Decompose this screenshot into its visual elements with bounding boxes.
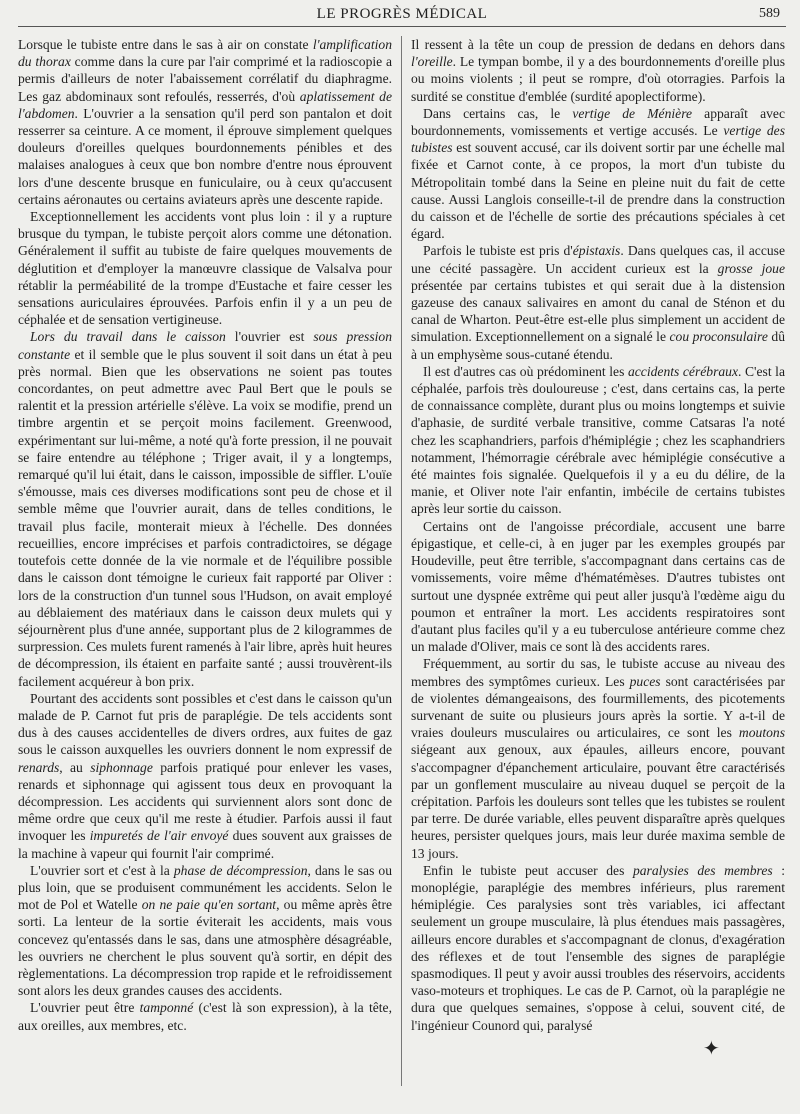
running-header xyxy=(18,4,786,27)
paragraph xyxy=(411,363,785,518)
paragraph xyxy=(18,862,392,1000)
paragraph xyxy=(411,862,785,1034)
text-run: et il semble que le plus souvent il soit dans un état à peu près normal. Bien que les observations ne soient pas toutes concordantes, on peut admettre avec Paul Bert que le pouls se ralentit et la pression artérielle s'élève. La voix se modifie, prend un timbre argentin et se perçoit moins facilement. Greenwood, expérimentant sur lui-même, a noté qu'à forte pression, il ne pouvait se faire entendre au téléphone ; Triger avait, il y a longtemps, remarqué qu'il lui était, dans le caisson, impossible de siffler. L'ouïe s'émousse, mais ces diverses modifications sont peu de chose et il semble même que l'ouvrier aurait, dans de telles conditions, le travail plus facile, monterait mieux à l'échelle. Des données recueillies, encore imprécises et parfois contradictoires, se dégage toutefois cette donnée de la vie normale et de l'équilibre possible dans le caisson dont témoigne le curieux fait rapporté par Oliver : lors de la construction d'un tunnel sous l'Hudson, on avait employé au déblaiement des matériaux dans le caisson deux mulets qui y séjournèrent plus d'une année, supportant plus de 2 kilogrammes de surpression. Ces mulets furent ramenés à l'air libre, après huit heures de décompression, ils étaient en parfaite santé ; aussi trouvèrent-ils facilement acquéreur à bon prix. xyxy=(18,346,392,689)
paragraph xyxy=(18,36,392,208)
italic-run: Lors du travail dans le caisson xyxy=(30,329,226,345)
text-run: Lorsque le tubiste entre dans le sas à air on constate xyxy=(18,37,313,52)
text-run: comme dans la cure par l'air comprimé et la radioscopie a permis d'ailleurs de noter l'abaissement corrélatif du diaphragme. Les gaz abdominaux sont refoulés, resserrés, d'où xyxy=(18,54,393,104)
text-run: dues souvent aux graisses de la machine à vapeur qui fournit l'air comprimé. xyxy=(18,828,392,861)
italic-run: renards xyxy=(18,759,60,775)
text-run: , dans le sas ou plus loin, que se produisent communément les accidents. Selon le mot de Pol et Watelle xyxy=(18,862,393,913)
italic-run: vertige des tubistes xyxy=(411,123,785,156)
italic-run: l'amplification du thorax xyxy=(18,37,392,70)
text-run: Enfin le tubiste peut accuser des xyxy=(423,862,633,878)
paragraph xyxy=(18,690,392,862)
text-run: dû à un emphysème sous-cutané étendu. xyxy=(411,329,785,362)
text-run: Exceptionnellement les accidents vont plus loin : il y a rupture brusque du tympan, le tubiste perçoit alors comme une détonation. Généralement il suffit au tubiste de faire quelques mouvements de déglutition et d'employer la manœuvre classique de Valsalva pour rétablir la perméabilité de la trompe d'Eustache et faire cesser les sensations auriculaires éprouvées. Parfois enfin il y a un peu de céphalée et de sensation vertigineuse. xyxy=(18,209,392,328)
text-run: Certains ont de l'angoisse précordiale, accusent une barre épigastique, et celle-ci, à en juger par les exemples groupés par Houdeville, peut être terrible, s'accompagnant dans certains cas de vomissements, voire même d'hématémèses. D'autres tubistes ont surtout une dyspnée extrême qui peut aller jusqu'à l'œdème aigu du poumon et entraîner la mort. Les accidents respiratoires sont d'autant plus faciles qu'il y a eu tuberculose antérieure comme chez un malade d'Oliver, mais ce sont là des accidents rares. xyxy=(411,518,785,655)
text-run: l'ouvrier est xyxy=(225,329,314,345)
text-run: sont caractérisées par de violentes démangeaisons, des fourmillements, des picotements survenant de suite ou plusieurs jours après la sortie. Y a-t-il de vraies douleurs musculaires ou articulaires, ce sont les xyxy=(411,673,785,741)
text-run: siégeant aux genoux, aux épaules, ailleurs encore, pouvant s'accompagner d'épanchement articulaire, pouvant être caractérisés par un gonflement musculaire au niveau duquel se perçoit de la crépitation. Parfois les douleurs sont telles que les tubistes se roulent par terre. De durée variable, elles peuvent disparaître après quelques heures, persister quelques jours, mais leur durée maxima semble de 13 jours. xyxy=(411,742,785,861)
text-run: L'ouvrier peut être xyxy=(30,1000,140,1016)
text-run: , au xyxy=(59,759,91,775)
italic-run: épistaxis xyxy=(572,243,621,259)
text-run: , ou même après être sorti. La lenteur de la sortie éviterait les accidents, mais vous concevez qu'entassés dans le sas, dans une atmosphère désagréable, les ouvriers ne cherchent le plus souvent qu'à sortir, en dépit des règlementations. La décompression trop rapide et le refroidissement sont alors les deux grandes causes des accidents. xyxy=(18,897,393,999)
text-run: Fréquemment, au sortir du sas, le tubiste accuse au niveau des membres des symptômes curieux. Les xyxy=(411,656,785,689)
paragraph xyxy=(411,518,785,656)
paragraph xyxy=(411,36,785,105)
italic-run: tamponné xyxy=(139,1000,194,1016)
text-run: parfois pratiqué pour enlever les vases, renards et siphonnage qui agissent tous deux en provoquant la décompression. Les accidents qui surviennent alors sont donc de même ordre que ceux qu'il me reste à étudier. Parfois aussi il faut invoquer les xyxy=(18,759,392,844)
text-run: . Dans quelques cas, il accuse une cécité passagère. Un accident curieux est la xyxy=(411,243,785,276)
italic-run: moutons xyxy=(738,725,785,741)
italic-run: on ne paie qu'en sortant xyxy=(141,897,277,913)
left-column xyxy=(18,36,392,1034)
italic-run: paralysies des membres xyxy=(632,862,773,878)
italic-run: cou proconsulaire xyxy=(669,329,768,345)
text-run: : monoplégie, paraplégie des membres inférieurs, plus rarement hémiplégie. Ces paralysies sont très variables, ici affectant seulement un groupe musculaire, là plus étendues mais passagères, ailleurs encore durables et s'accompagnant de clonus, d'exagération des réflexes et de tout l'ensemble des signes de paraplégie spasmodiques. Il peut y avoir aussi troubles des réservoirs, accidents vaso-moteurs et trophiques. Le cas de P. Carnot, où la paraplégie ne dura que quelques semaines, s'oppose à celui, souvent cité, de l'ingénieur Counord qui, paralysé xyxy=(411,862,785,1033)
text-run: apparaît avec bourdonnements, vomissements et vertige accusés. Le xyxy=(411,105,785,139)
italic-run: grosse joue xyxy=(717,260,785,276)
text-run: est souvent accusé, car ils doivent sortir par une échelle mal fixée et Carnot conte, à ce propos, la mort d'un tubiste du Métropolitain tombé dans la Seine en pleine nuit du fait de cette cause. Aussi Langlois conseille-t-il de prendre dans la construction du caisson et de l'échelle de sortie des précautions spéciales à cet égard. xyxy=(411,140,785,242)
paragraph xyxy=(18,328,392,689)
italic-run: phase de décompression xyxy=(173,862,308,878)
paragraph xyxy=(411,655,785,861)
text-run: Parfois le tubiste est pris d' xyxy=(423,243,573,259)
journal-title: LE PROGRÈS MÉDICAL xyxy=(316,6,488,22)
text-run: Pourtant des accidents sont possibles et c'est dans le caisson qu'un malade de P. Carnot fut pris de paraplégie. De tels accidents sont dus à des causes accidentelles de divers ordres, aux fuites de gaz sous le caisson auxquelles les ouvriers donnent le nom expressif de xyxy=(18,690,392,758)
paragraph xyxy=(18,999,392,1033)
text-run: L'ouvrier sort et c'est à la xyxy=(30,862,174,878)
text-run: . Le tympan bombe, il y a des bourdonnements d'oreille plus ou moins violents ; il peut se rompre, d'où otorragies. Parfois la surdité se constitue d'emblée (surdité apoplectiforme). xyxy=(411,54,785,104)
paragraph xyxy=(18,208,392,328)
italic-run: siphonnage xyxy=(90,759,153,775)
italic-run: l'oreille xyxy=(411,54,453,70)
text-run: (c'est là son expression), à la tête, aux oreilles, aux membres, etc. xyxy=(18,1000,392,1033)
page-number: 589 xyxy=(759,6,780,21)
paragraph xyxy=(411,105,785,243)
column-divider xyxy=(401,36,402,1086)
paragraph xyxy=(411,242,785,362)
italic-run: sous pression constante xyxy=(18,329,393,362)
text-run: . L'ouvrier a la sensation qu'il perd son pantalon et doit resserrer sa ceinture. A ce moment, il éprouve simplement quelques douleurs d'oreilles quelques bourdonnements pénibles et des malaises analogues à ceux que bon nombre d'entre nous éprouvent lors d'une descente brusque en funiculaire, ou à ceux qu'accusent certains aéronautes ou certains aviateurs après une descente rapide. xyxy=(18,105,392,207)
text-run: Il ressent à la tête un coup de pression de dedans en dehors dans xyxy=(411,37,785,52)
italic-run: puces xyxy=(629,673,661,689)
text-run: présentée par certains tubistes et qui serait due à la distension gazeuse des canaux salivaires en amont du canal de Sténon et du canal de Wharton. Peut-être est-elle plus simplement un accident de simulation. Exceptionnellement on a signalé le xyxy=(411,277,785,345)
text-run: Il est d'autres cas où prédominent les xyxy=(423,363,628,379)
italic-run: impuretés de l'air envoyé xyxy=(89,828,229,844)
italic-run: accidents cérébraux xyxy=(627,363,738,379)
text-run: Dans certains cas, le xyxy=(423,105,573,121)
text-run: . C'est la céphalée, parfois très douloureuse ; c'est, dans certains cas, la perte de connaissance complète, durant plus ou moins longtemps et suivie d'aphasie, de surdité verbale transitive, comme Catsaras l'a noté chez les scaphandriers, parfois d'hémiplégie ; chez les scaphandriers notamment, l'hémorragie cérébrale avec hémiplégie consécutive a été maintes fois signalée. Quelquefois il y a eu du délire, de la manie, et Oliver note l'air enfantin, imbécile de certains tubistes après leur sortie du caisson. xyxy=(411,363,785,517)
right-column xyxy=(411,36,785,1034)
italic-run: aplatissement de l'abdomen xyxy=(18,88,392,121)
end-ornament: ✦ xyxy=(703,1038,720,1060)
italic-run: vertige de Ménière xyxy=(572,105,693,121)
